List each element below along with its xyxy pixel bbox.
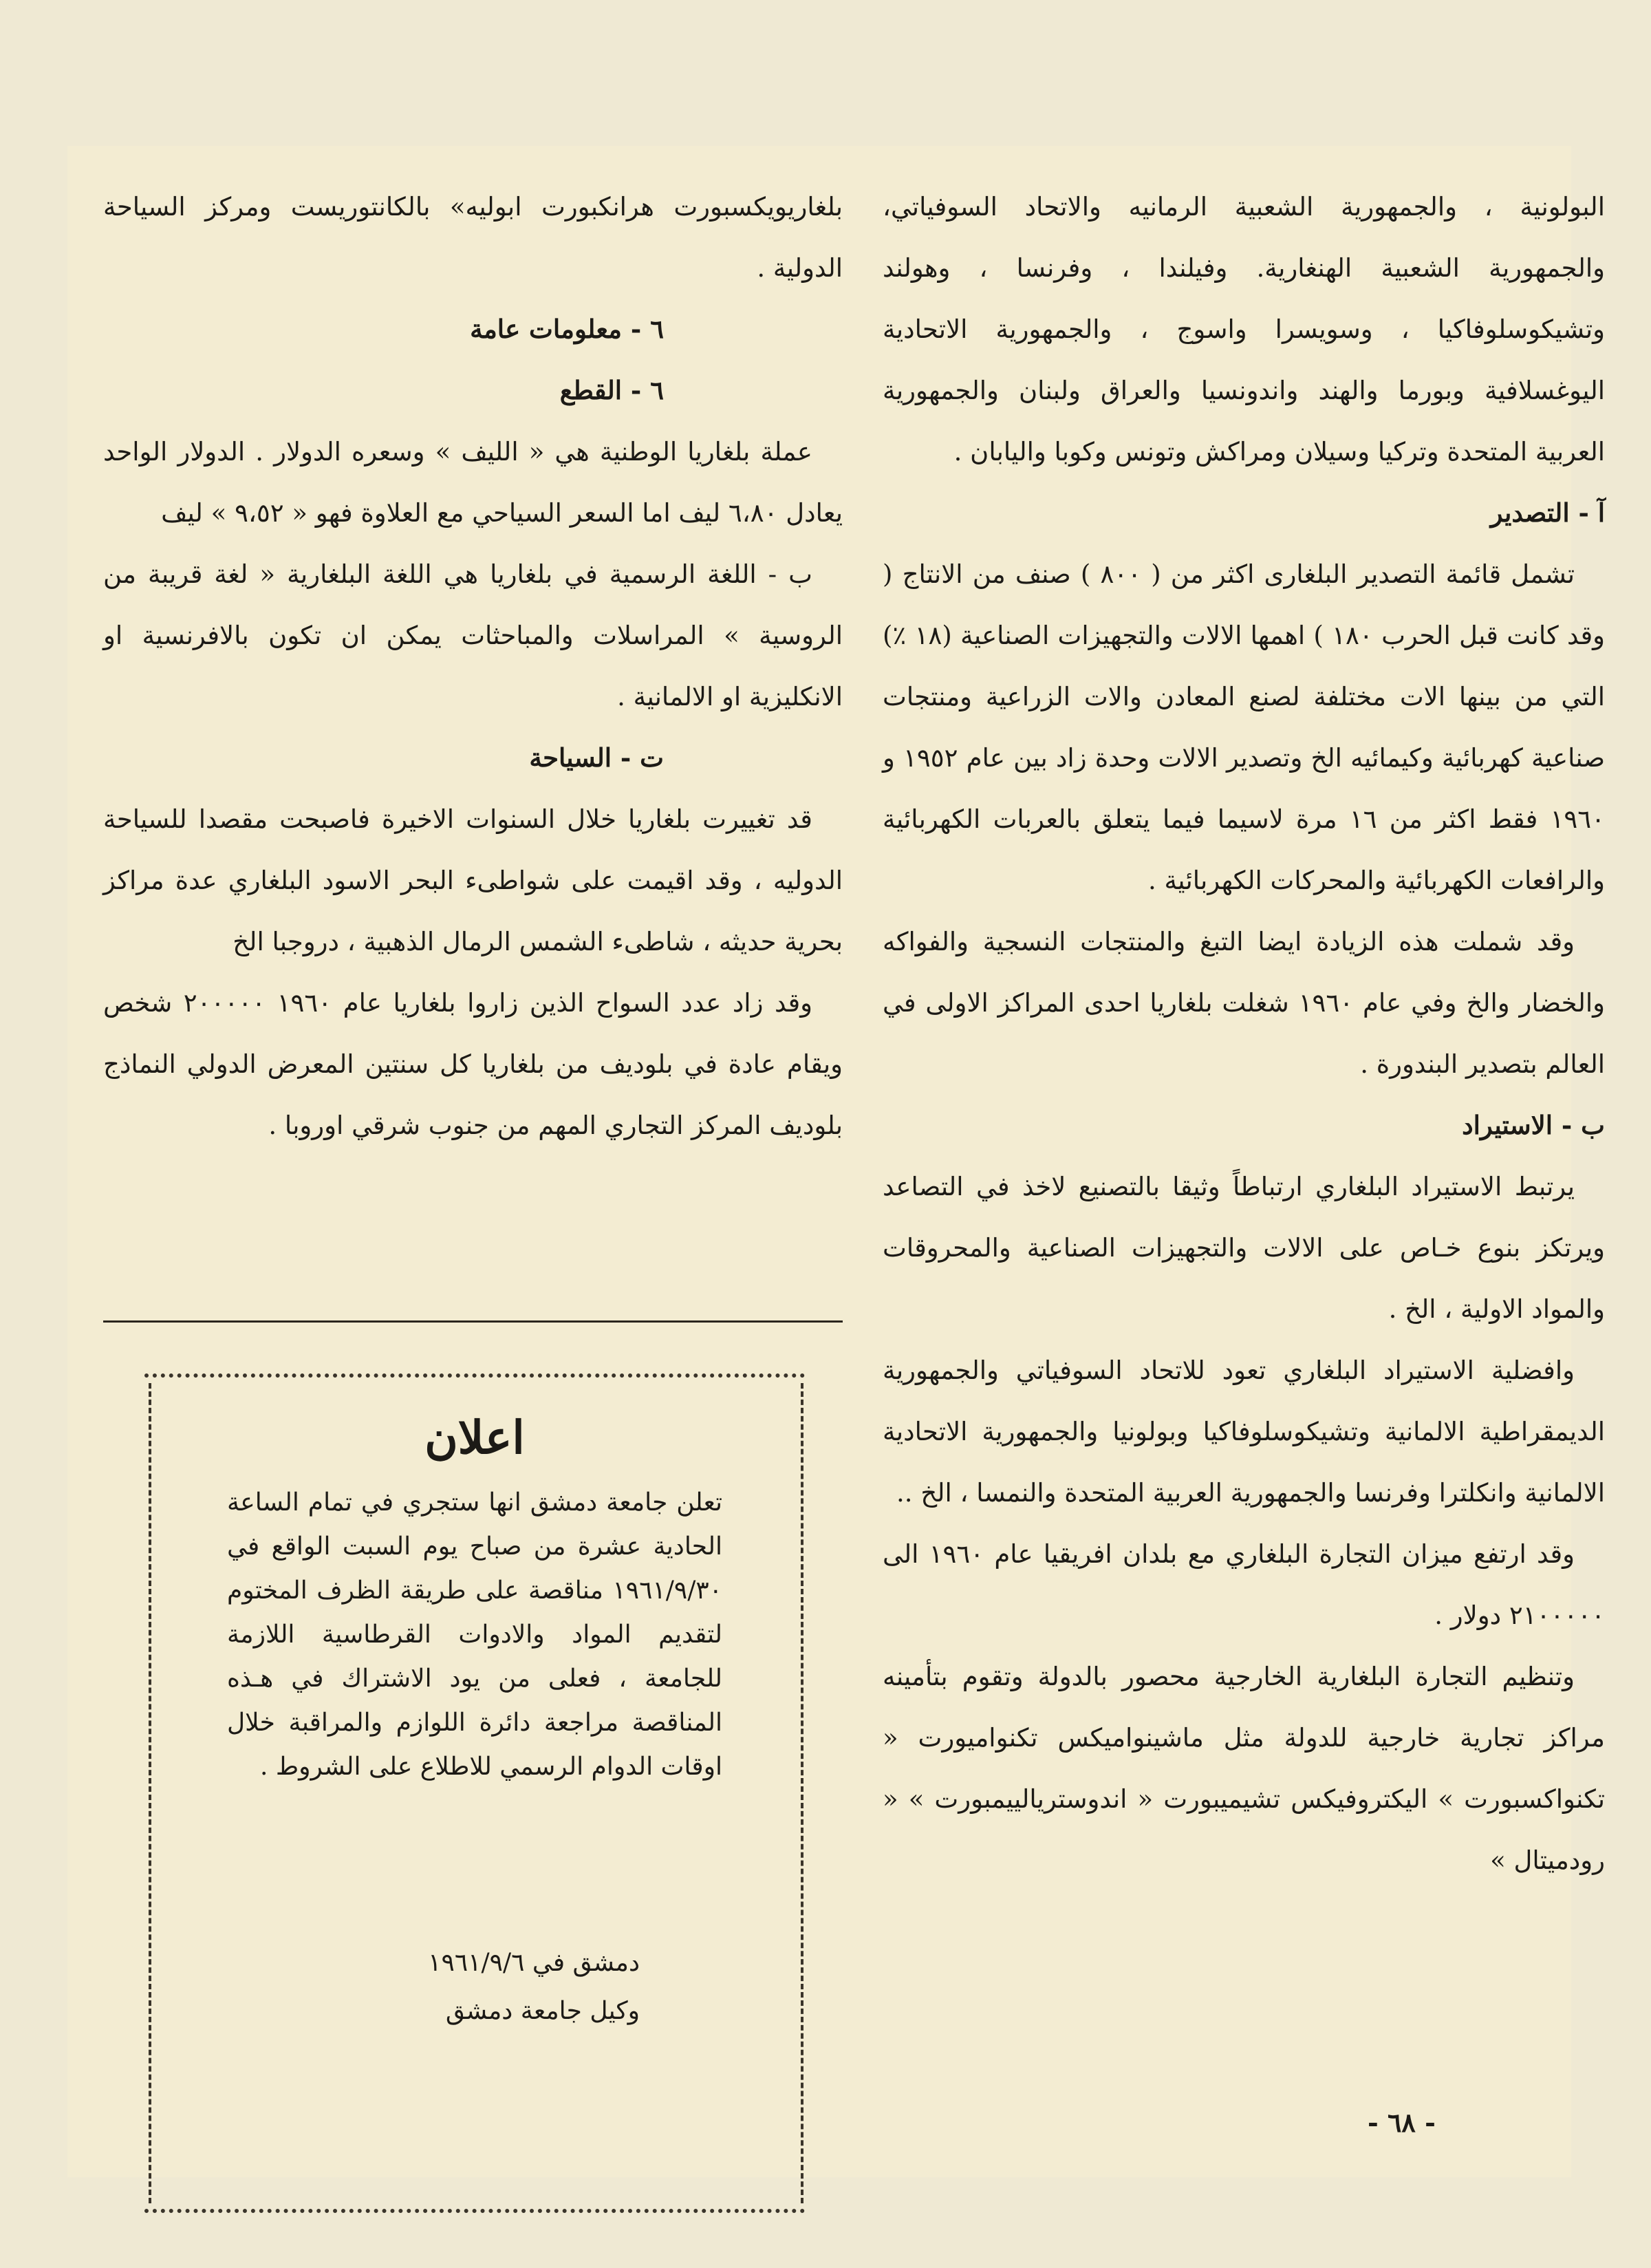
tourism-paragraph-2: وقد زاد عدد السواح الذين زاروا بلغاريا عام ١٩٦٠ ٢٠٠٠٠٠ شخص ويقام عادة في بلوديف من بلغاريا كل سنتين المعرض الدولي النماذج بلوديف المركز التجاري المهم من جنوب شرقي اوروبا .	[103, 988, 843, 1140]
import-paragraph-4: وتنظيم التجارة البلغارية الخارجية محصور بالدولة وتقوم بتأمينه مراكز تجارية خارجية للدولة مثل ماشينواميكس تكنواميورت « تكنواكسبورت » اليكتروفيكس تشيميبورت « اندوستريالييمبورت » « رودميتال »	[883, 1662, 1605, 1875]
left-column	[103, 176, 843, 1156]
export-heading: آ - التصدير	[1490, 498, 1605, 528]
advertisement-body: تعلن جامعة دمشق انها ستجري في تمام الساعة الحادية عشرة من صباح يوم السبت الواقع في ١٩٦١/٩/٣٠ مناقصة على طريقة الظرف المختوم لتقديم المواد والادوات القرطاسية اللازمة للجامعة ، فعلى من يود الاشتراك في هـذه المناقصة مراجعة دائرة اللوازم والمراقبة خلال اوقات الدوام الرسمي للاطلاع على الشروط .	[227, 1488, 722, 1781]
tourism-heading: ت - السياحة	[529, 742, 664, 773]
advertisement-border-left	[149, 1383, 151, 2203]
intro-paragraph: البولونية ، والجمهورية الشعبية الرمانيه والاتحاد السوفياتي، والجمهورية الشعبية الهنغارية. وفيلندا ، وفرنسا ، وهولند وتشيكوسلوفاكيا ، وسويسرا واسوج ، والجمهورية الاتحادية اليوغسلافية وبورما والهند واندونسيا والعراق ولبنان والجمهورية العربية المتحدة وتركيا وسيلان ومراكش وتونس وكوبا واليابان .	[883, 192, 1605, 467]
language-paragraph: ب - اللغة الرسمية في بلغاريا هي اللغة البلغارية « لغة قريبة من الروسية » المراسلات والمباحثات يمكن ان تكون بالافرنسية او الانكليزية او الالمانية .	[103, 559, 843, 712]
currency-heading: ٦ - القطع	[559, 375, 664, 405]
export-paragraph-2: وقد شملت هذه الزيادة ايضا التبغ والمنتجات النسجية والفواكه والخضار والخ وفي عام ١٩٦٠ شغلت بلغاريا احدى المراكز الاولى في العالم بتصدير البندورة .	[883, 927, 1605, 1079]
right-column	[883, 176, 1605, 1891]
advertisement-signer: وكيل جامعة دمشق	[445, 1997, 640, 2025]
currency-paragraph: عملة بلغاريا الوطنية هي « الليف » وسعره الدولار . الدولار الواحد يعادل ٦،٨٠ ليف اما السعر السياحي مع العلاوة فهو « ٩،٥٢ » ليف	[103, 437, 843, 528]
general-info-heading: ٦ - معلومات عامة	[470, 314, 664, 344]
import-paragraph-2: وافضلية الاستيراد البلغاري تعود للاتحاد السوفياتي والجمهورية الديمقراطية الالمانية وتشيكوسلوفاكيا وبولونيا والجمهورية الاتحادية الالمانية وانكلترا وفرنسا والجمهورية العربية المتحدة والنمسا ، الخ ..	[883, 1356, 1605, 1508]
magazine-page	[67, 146, 1606, 2177]
page-number: - ٦٨ -	[1368, 2107, 1436, 2138]
continuation-paragraph: بلغاريويكسبورت هرانكبورت ابوليه» بالكانتوريست ومركز السياحة الدولية .	[103, 192, 843, 283]
advertisement-date: دمشق في ١٩٦١/٩/٦	[428, 1949, 640, 1977]
import-heading: ب - الاستيراد	[1462, 1110, 1605, 1140]
advertisement-title: اعلان	[424, 1411, 525, 1464]
export-paragraph-1: تشمل قائمة التصدير البلغارى اكثر من ( ٨٠٠ ) صنف من الانتاج ( وقد كانت قبل الحرب ١٨٠ ) اهمها الالات والتجهيزات الصناعية (١٨ ٪) التي من بينها الات مختلفة لصنع المعادن والات الزراعية ومنتجات صناعية كهربائية وكيمائيه الخ وتصدير الالات وحدة زاد بين عام ١٩٥٢ و ١٩٦٠ فقط اكثر من ١٦ مرة لاسيما فيما يتعلق بالعربات الكهربائية والرافعات الكهربائية والمحركات الكهربائية .	[883, 559, 1606, 895]
advertisement-border-right	[801, 1383, 803, 2203]
section-divider	[103, 1320, 843, 1323]
import-paragraph-3: وقد ارتفع ميزان التجارة البلغاري مع بلدان افريقيا عام ١٩٦٠ الى ٢١٠٠٠٠٠ دولار .	[883, 1539, 1605, 1630]
tourism-paragraph-1: قد تغييرت بلغاريا خلال السنوات الاخيرة فاصبحت مقصدا للسياحة الدوليه ، وقد اقيمت على شواطىء البحر الاسود البلغاري عدة مراكز بحرية حديثه ، شاطىء الشمس الرمال الذهبية ، دروجبا الخ	[103, 804, 843, 956]
import-paragraph-1: يرتبط الاستيراد البلغاري ارتباطاً وثيقا بالتصنيع لاخذ في التصاعد ويرتكز بنوع خـاص على الالات والتجهيزات الصناعية والمحروقات والمواد الاولية ، الخ .	[883, 1172, 1605, 1324]
advertisement-box	[144, 1373, 805, 2213]
